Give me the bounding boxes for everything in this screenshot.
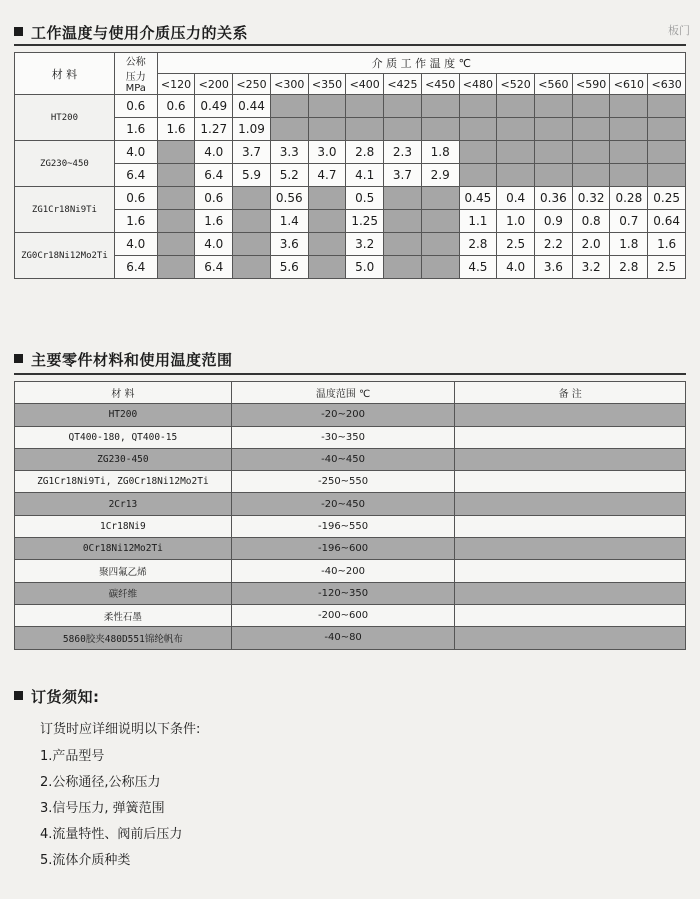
table-row bbox=[15, 233, 686, 256]
value-cell: 3.7 bbox=[384, 164, 422, 187]
table-row bbox=[15, 187, 686, 210]
table-row bbox=[15, 118, 686, 141]
range-cell: -30~350 bbox=[231, 426, 455, 448]
value-cell: 4.0 bbox=[497, 256, 535, 279]
table-row bbox=[15, 493, 686, 515]
value-cell: 6.4 bbox=[195, 164, 233, 187]
order-item: 1.产品型号 bbox=[40, 749, 105, 764]
value-cell bbox=[346, 118, 384, 141]
value-cell bbox=[421, 256, 459, 279]
value-cell: 3.0 bbox=[308, 141, 346, 164]
value-cell: 5.9 bbox=[233, 164, 271, 187]
value-cell: 1.8 bbox=[421, 141, 459, 164]
section3-title: 订货须知: bbox=[14, 686, 100, 707]
value-cell bbox=[535, 95, 573, 118]
temp-column-header: <590 bbox=[572, 74, 610, 95]
range-cell: -40~200 bbox=[231, 560, 455, 582]
value-cell: 1.09 bbox=[233, 118, 271, 141]
value-cell bbox=[610, 118, 648, 141]
value-cell: 2.8 bbox=[459, 233, 497, 256]
value-cell: 5.0 bbox=[346, 256, 384, 279]
value-cell: 0.28 bbox=[610, 187, 648, 210]
value-cell: 1.1 bbox=[459, 210, 497, 233]
note-cell bbox=[455, 471, 686, 493]
value-cell: 4.5 bbox=[459, 256, 497, 279]
pressure-cell: 6.4 bbox=[114, 256, 157, 279]
table-row bbox=[15, 404, 686, 426]
value-cell bbox=[233, 187, 271, 210]
temp-column-header: <250 bbox=[233, 74, 271, 95]
value-cell: 3.6 bbox=[535, 256, 573, 279]
pressure-header: 公称 压力 MPa bbox=[114, 53, 157, 95]
pressure-cell: 4.0 bbox=[114, 141, 157, 164]
value-cell bbox=[421, 233, 459, 256]
order-item: 2.公称通径,公称压力 bbox=[40, 775, 161, 790]
value-cell bbox=[610, 141, 648, 164]
temperature-header: 介 质 工 作 温 度 ℃ bbox=[157, 53, 685, 74]
value-cell: 2.9 bbox=[421, 164, 459, 187]
material-cell: HT200 bbox=[15, 404, 232, 426]
value-cell bbox=[384, 256, 422, 279]
value-cell: 5.6 bbox=[270, 256, 308, 279]
value-cell: 4.1 bbox=[346, 164, 384, 187]
value-cell: 1.6 bbox=[195, 210, 233, 233]
value-cell: 2.5 bbox=[497, 233, 535, 256]
value-cell bbox=[497, 141, 535, 164]
section1-rule bbox=[14, 44, 686, 46]
value-cell bbox=[157, 164, 195, 187]
value-cell bbox=[157, 256, 195, 279]
value-cell: 0.32 bbox=[572, 187, 610, 210]
value-cell bbox=[459, 141, 497, 164]
value-cell bbox=[384, 95, 422, 118]
note-cell bbox=[455, 604, 686, 626]
table-row bbox=[15, 95, 686, 118]
value-cell: 1.0 bbox=[497, 210, 535, 233]
value-cell bbox=[421, 118, 459, 141]
temp-column-header: <560 bbox=[535, 74, 573, 95]
value-cell bbox=[572, 164, 610, 187]
order-item: 3.信号压力, 弹簧范围 bbox=[40, 801, 165, 816]
value-cell bbox=[270, 95, 308, 118]
column-header: 材 料 bbox=[15, 382, 232, 404]
value-cell bbox=[459, 164, 497, 187]
note-cell bbox=[455, 515, 686, 537]
value-cell bbox=[648, 95, 686, 118]
value-cell bbox=[270, 118, 308, 141]
value-cell bbox=[648, 141, 686, 164]
value-cell: 1.4 bbox=[270, 210, 308, 233]
temp-column-header: <400 bbox=[346, 74, 384, 95]
table-row bbox=[15, 210, 686, 233]
note-cell bbox=[455, 538, 686, 560]
value-cell bbox=[572, 118, 610, 141]
column-header: 备 注 bbox=[455, 382, 686, 404]
value-cell: 0.8 bbox=[572, 210, 610, 233]
value-cell bbox=[308, 210, 346, 233]
material-cell: 0Cr18Ni12Mo2Ti bbox=[15, 538, 232, 560]
corner-label: 板门 bbox=[668, 24, 690, 37]
value-cell bbox=[648, 118, 686, 141]
material-cell: 聚四氟乙烯 bbox=[15, 560, 232, 582]
temp-column-header: <630 bbox=[648, 74, 686, 95]
value-cell bbox=[384, 233, 422, 256]
value-cell bbox=[384, 118, 422, 141]
value-cell: 2.2 bbox=[535, 233, 573, 256]
table-row bbox=[15, 627, 686, 649]
value-cell bbox=[157, 141, 195, 164]
header-row bbox=[15, 382, 686, 404]
value-cell: 0.6 bbox=[195, 187, 233, 210]
value-cell bbox=[384, 210, 422, 233]
value-cell: 0.45 bbox=[459, 187, 497, 210]
value-cell bbox=[459, 95, 497, 118]
value-cell: 3.7 bbox=[233, 141, 271, 164]
value-cell bbox=[497, 164, 535, 187]
pressure-cell: 0.6 bbox=[114, 187, 157, 210]
table-row bbox=[15, 538, 686, 560]
range-cell: -200~600 bbox=[231, 604, 455, 626]
pressure-cell: 0.6 bbox=[114, 95, 157, 118]
material-temperature-table bbox=[14, 381, 686, 650]
header-row bbox=[15, 53, 686, 74]
range-cell: -20~450 bbox=[231, 493, 455, 515]
bullet-square-icon bbox=[14, 691, 23, 700]
value-cell bbox=[572, 95, 610, 118]
table-row bbox=[15, 164, 686, 187]
pressure-cell: 4.0 bbox=[114, 233, 157, 256]
value-cell bbox=[535, 141, 573, 164]
value-cell bbox=[535, 118, 573, 141]
note-cell bbox=[455, 426, 686, 448]
table-row bbox=[15, 141, 686, 164]
value-cell: 0.56 bbox=[270, 187, 308, 210]
temp-column-header: <200 bbox=[195, 74, 233, 95]
material-cell: ZG230-450 bbox=[15, 448, 232, 470]
table-row bbox=[15, 515, 686, 537]
temp-column-header: <520 bbox=[497, 74, 535, 95]
material-cell: ZG1Cr18Ni9Ti bbox=[15, 187, 115, 233]
value-cell: 2.3 bbox=[384, 141, 422, 164]
value-cell: 2.0 bbox=[572, 233, 610, 256]
value-cell: 1.8 bbox=[610, 233, 648, 256]
value-cell bbox=[157, 233, 195, 256]
material-cell: 碳纤维 bbox=[15, 582, 232, 604]
value-cell: 6.4 bbox=[195, 256, 233, 279]
material-cell: HT200 bbox=[15, 95, 115, 141]
value-cell bbox=[157, 210, 195, 233]
range-cell: -20~200 bbox=[231, 404, 455, 426]
value-cell: 0.49 bbox=[195, 95, 233, 118]
value-cell: 0.7 bbox=[610, 210, 648, 233]
material-cell: ZG1Cr18Ni9Ti, ZG0Cr18Ni12Mo2Ti bbox=[15, 471, 232, 493]
range-cell: -40~450 bbox=[231, 448, 455, 470]
table-row bbox=[15, 256, 686, 279]
pressure-temperature-table bbox=[14, 52, 686, 279]
material-header: 材 料 bbox=[15, 53, 115, 95]
temp-column-header: <120 bbox=[157, 74, 195, 95]
range-cell: -120~350 bbox=[231, 582, 455, 604]
section2-title: 主要零件材料和使用温度范围 bbox=[14, 349, 233, 370]
value-cell bbox=[308, 118, 346, 141]
pressure-cell: 1.6 bbox=[114, 210, 157, 233]
section1-title: 工作温度与使用介质压力的关系 bbox=[14, 22, 248, 43]
value-cell bbox=[346, 95, 384, 118]
note-cell bbox=[455, 493, 686, 515]
value-cell: 2.8 bbox=[610, 256, 648, 279]
value-cell: 0.4 bbox=[497, 187, 535, 210]
range-cell: -40~80 bbox=[231, 627, 455, 649]
table-row bbox=[15, 471, 686, 493]
note-cell bbox=[455, 448, 686, 470]
value-cell bbox=[233, 256, 271, 279]
range-cell: -250~550 bbox=[231, 471, 455, 493]
material-cell: ZG0Cr18Ni12Mo2Ti bbox=[15, 233, 115, 279]
value-cell bbox=[610, 164, 648, 187]
temp-column-header: <450 bbox=[421, 74, 459, 95]
temp-column-header: <480 bbox=[459, 74, 497, 95]
note-cell bbox=[455, 404, 686, 426]
material-cell: 1Cr18Ni9 bbox=[15, 515, 232, 537]
value-cell bbox=[157, 187, 195, 210]
material-cell: 5860胶夹480D551锦纶帆布 bbox=[15, 627, 232, 649]
value-cell: 4.0 bbox=[195, 141, 233, 164]
note-cell bbox=[455, 582, 686, 604]
order-item: 5.流体介质种类 bbox=[40, 853, 131, 868]
note-cell bbox=[455, 560, 686, 582]
value-cell bbox=[308, 233, 346, 256]
value-cell: 0.25 bbox=[648, 187, 686, 210]
value-cell bbox=[233, 233, 271, 256]
order-item: 4.流量特性、阀前后压力 bbox=[40, 827, 183, 842]
value-cell bbox=[384, 187, 422, 210]
table-row bbox=[15, 448, 686, 470]
temp-column-header: <425 bbox=[384, 74, 422, 95]
value-cell bbox=[308, 256, 346, 279]
value-cell bbox=[497, 95, 535, 118]
pressure-cell: 6.4 bbox=[114, 164, 157, 187]
temp-column-header: <610 bbox=[610, 74, 648, 95]
value-cell bbox=[421, 210, 459, 233]
material-cell: 柔性石墨 bbox=[15, 604, 232, 626]
value-cell: 0.36 bbox=[535, 187, 573, 210]
value-cell: 3.6 bbox=[270, 233, 308, 256]
value-cell: 3.2 bbox=[572, 256, 610, 279]
value-cell: 0.5 bbox=[346, 187, 384, 210]
value-cell: 4.0 bbox=[195, 233, 233, 256]
table-row bbox=[15, 426, 686, 448]
material-cell: ZG230~450 bbox=[15, 141, 115, 187]
value-cell bbox=[233, 210, 271, 233]
material-cell: 2Cr13 bbox=[15, 493, 232, 515]
value-cell bbox=[535, 164, 573, 187]
bullet-square-icon bbox=[14, 27, 23, 36]
temp-column-header: <300 bbox=[270, 74, 308, 95]
value-cell: 4.7 bbox=[308, 164, 346, 187]
value-cell: 1.6 bbox=[648, 233, 686, 256]
value-cell bbox=[421, 95, 459, 118]
value-cell bbox=[497, 118, 535, 141]
value-cell bbox=[610, 95, 648, 118]
range-cell: -196~550 bbox=[231, 515, 455, 537]
value-cell bbox=[648, 164, 686, 187]
value-cell bbox=[308, 95, 346, 118]
table-row bbox=[15, 604, 686, 626]
material-cell: QT400-180, QT400-15 bbox=[15, 426, 232, 448]
table-row bbox=[15, 560, 686, 582]
column-header: 温度范围 ℃ bbox=[231, 382, 455, 404]
value-cell: 1.27 bbox=[195, 118, 233, 141]
value-cell bbox=[421, 187, 459, 210]
order-intro: 订货时应详细说明以下条件: bbox=[40, 722, 201, 737]
value-cell: 2.8 bbox=[346, 141, 384, 164]
value-cell: 0.9 bbox=[535, 210, 573, 233]
value-cell: 0.64 bbox=[648, 210, 686, 233]
value-cell bbox=[459, 118, 497, 141]
value-cell: 3.2 bbox=[346, 233, 384, 256]
temp-column-header: <350 bbox=[308, 74, 346, 95]
pressure-cell: 1.6 bbox=[114, 118, 157, 141]
note-cell bbox=[455, 627, 686, 649]
bullet-square-icon bbox=[14, 354, 23, 363]
value-cell: 1.25 bbox=[346, 210, 384, 233]
table-row bbox=[15, 582, 686, 604]
range-cell: -196~600 bbox=[231, 538, 455, 560]
value-cell: 5.2 bbox=[270, 164, 308, 187]
value-cell bbox=[308, 187, 346, 210]
value-cell: 2.5 bbox=[648, 256, 686, 279]
section2-rule bbox=[14, 373, 686, 375]
value-cell: 0.44 bbox=[233, 95, 271, 118]
value-cell: 1.6 bbox=[157, 118, 195, 141]
value-cell: 0.6 bbox=[157, 95, 195, 118]
value-cell: 3.3 bbox=[270, 141, 308, 164]
value-cell bbox=[572, 141, 610, 164]
